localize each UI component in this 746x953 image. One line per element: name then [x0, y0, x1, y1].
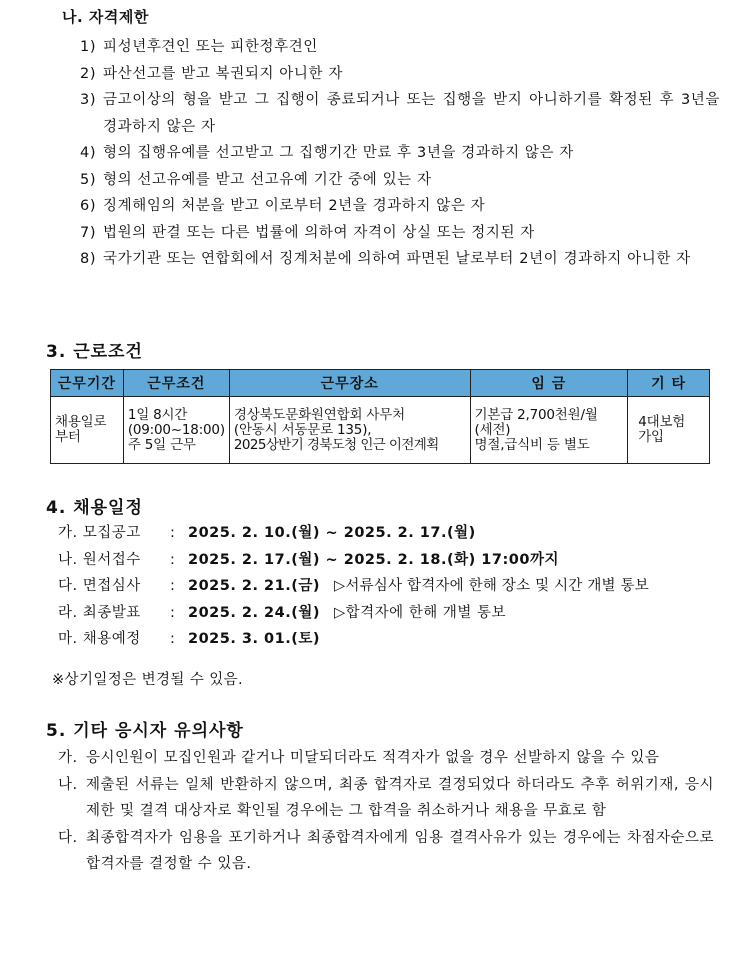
table-row — [51, 397, 710, 464]
list-item: 마. 채용예정 : 2025. 3. 01.(토) — [58, 631, 321, 647]
qualification-list — [80, 34, 720, 273]
header-place: 근무장소 — [229, 370, 470, 397]
list-item: 가. 응시인원이 모집인원과 같거나 미달되더라도 적격자가 없을 경우 선발하지 않을 수 있음 — [58, 750, 660, 766]
cell-place: 경상북도문화원연합회 사무처 (안동시 서동문로 135), 2025상반기 경북도청 인근 이전계획 — [229, 397, 470, 464]
list-item: 3) 금고이상의 형을 받고 그 집행이 종료되거나 또는 집행을 받지 아니하기를 확정된 후 3년을 경과하지 않은 자 — [80, 92, 720, 135]
etc-title: 5. 기타 응시자 유의사항 — [46, 721, 244, 741]
etc-list — [58, 745, 714, 878]
schedule-notice: ※상기일정은 변경될 수 있음. — [52, 672, 244, 688]
header-condition: 근무조건 — [123, 370, 229, 397]
schedule-title: 4. 채용일정 — [46, 498, 143, 518]
conditions-title: 3. 근로조건 — [46, 342, 143, 362]
cell-wage: 기본급 2,700천원/월 (세전) 명절,급식비 등 별도 — [470, 397, 628, 464]
list-item: 5) 형의 선고유예를 받고 선고유예 기간 중에 있는 자 — [80, 171, 432, 188]
list-item: 6) 징계해임의 처분을 받고 이로부터 2년을 경과하지 않은 자 — [80, 198, 486, 214]
list-item: 4) 형의 집행유예를 선고받고 그 집행기간 만료 후 3년을 경과하지 않은 자 — [80, 145, 574, 161]
list-item: 라. 최종발표 : 2025. 2. 24.(월) ▷합격자에 한해 개별 통보 — [58, 604, 507, 621]
cell-period: 채용일로 부터 — [51, 397, 124, 464]
list-item: 가. 모집공고 : 2025. 2. 10.(월) ~ 2025. 2. 17.(월) — [58, 525, 476, 541]
qualification-heading: 나. 자격제한 — [62, 8, 149, 26]
header-period: 근무기간 — [51, 370, 124, 397]
cell-etc: 4대보험 가입 — [628, 397, 710, 464]
header-wage: 임 금 — [470, 370, 628, 397]
cell-condition: 1일 8시간 (09:00~18:00) 주 5일 근무 — [123, 397, 229, 464]
list-item: 1) 피성년후견인 또는 피한정후견인 — [80, 39, 318, 55]
conditions-table — [50, 369, 710, 464]
list-item: 나. 원서접수 : 2025. 2. 17.(월) ~ 2025. 2. 18.(화) 17:00까지 — [58, 551, 559, 568]
table-header-row — [51, 370, 710, 397]
list-item: 다. 면접심사 : 2025. 2. 21.(금) ▷서류심사 합격자에 한해 장소 및 시간 개별 통보 — [58, 578, 649, 594]
list-item: 나. 제출된 서류는 일체 반환하지 않으며, 최종 합격자로 결정되었다 하더라도 추후 허위기재, 응시제한 및 결격 대상자로 확인될 경우에는 그 합격을 취소하거나 채용을 무효로 함 — [58, 776, 714, 819]
header-etc: 기 타 — [628, 370, 710, 397]
list-item: 7) 법원의 판결 또는 다른 법률에 의하여 자격이 상실 또는 정지된 자 — [80, 224, 535, 241]
list-item: 다. 최종합격자가 임용을 포기하거나 최종합격자에게 임용 결격사유가 있는 경우에는 차점자순으로 합격자를 결정할 수 있음. — [58, 829, 714, 872]
list-item: 2) 파산선고를 받고 복권되지 아니한 자 — [80, 65, 343, 82]
schedule-list — [58, 520, 718, 653]
list-item: 8) 국가기관 또는 연합회에서 징계처분에 의하여 파면된 날로부터 2년이 경과하지 아니한 자 — [80, 251, 691, 267]
